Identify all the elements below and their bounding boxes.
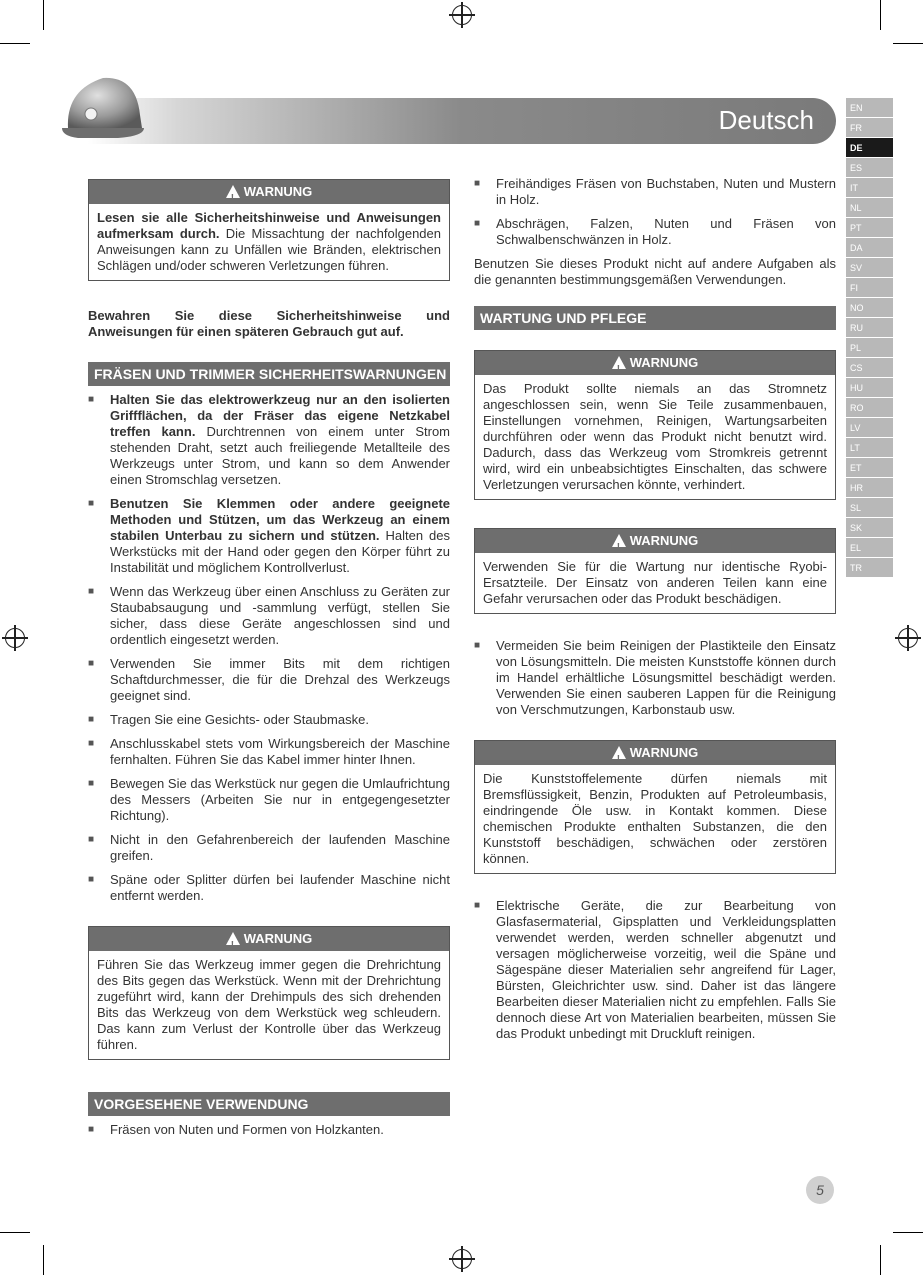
list-item: ■ Wenn das Werkzeug über einen Anschluss zu Geräten zur Staubabsaugung und -sammlung verfügt, stellen Sie sicher, dass diese Geräte angeschlossen sind und ordentlich eingesetzt werden. — [88, 584, 450, 648]
page-number: 5 — [806, 1176, 834, 1204]
language-tab-lv[interactable]: LV — [846, 418, 893, 438]
language-tab-en[interactable]: EN — [846, 98, 893, 118]
crop-mark — [43, 1245, 44, 1275]
list-item: ■ Tragen Sie eine Gesichts- oder Staubmaske. — [88, 712, 450, 728]
language-tab-pt[interactable]: PT — [846, 218, 893, 238]
crop-mark — [880, 1245, 881, 1275]
keep-instructions: Bewahren Sie diese Sicherheitshinweise und Anweisungen für einen späteren Gebrauch gut auf. — [88, 308, 450, 339]
language-tab-de[interactable]: DE — [846, 138, 893, 158]
language-tab-sv[interactable]: SV — [846, 258, 893, 278]
list-item: ■ Benutzen Sie Klemmen oder andere geeignete Methoden und Stützen, um das Werkzeug an einem stabilen Unterbau zu sichern und stützen. Halten des Werkstücks mit der Hand oder gegen den Körper führt zu Instabilität und möglichem Kontrollverlust. — [88, 496, 450, 576]
list-item: ■ Bewegen Sie das Werkstück nur gegen die Umlaufrichtung des Messers (Arbeiten Sie nur in entgegengesetzter Richtung). — [88, 776, 450, 824]
list-item: ■ Vermeiden Sie beim Reinigen der Plastikteile den Einsatz von Lösungsmitteln. Die meisten Kunststoffe können durch im Handel erhältliche Lösungsmittel beschädigt werden. Verwenden Sie einen sauberen Lappen für die Reinigung von Verschmutzungen, Karbonstaub usw. — [474, 638, 836, 718]
warning-header: ! WARNUNG — [475, 351, 835, 375]
maintenance-list — [474, 638, 836, 718]
language-tab-sl[interactable]: SL — [846, 498, 893, 518]
crop-mark — [893, 43, 923, 44]
maintenance-list — [474, 898, 836, 1042]
registration-mark-icon — [452, 5, 472, 25]
use-list — [474, 176, 836, 248]
list-item: ■ Freihändiges Fräsen von Buchstaben, Nuten und Mustern in Holz. — [474, 176, 836, 208]
warning-triangle-icon: ! — [226, 185, 240, 198]
language-tab-lt[interactable]: LT — [846, 438, 893, 458]
language-tab-sk[interactable]: SK — [846, 518, 893, 538]
warning-triangle-icon: ! — [612, 356, 626, 369]
warning-header: ! WARNUNG — [89, 927, 449, 951]
page-title: Deutsch — [718, 105, 814, 135]
language-tab-hu[interactable]: HU — [846, 378, 893, 398]
warning-header: ! WARNUNG — [89, 180, 449, 204]
safety-list — [88, 392, 450, 904]
list-item: ■ Verwenden Sie immer Bits mit dem richtigen Schaftdurchmesser, die für die Drehzal des Werkzeugs geeignet sind. — [88, 656, 450, 704]
header-bar — [88, 98, 836, 144]
warning-box: ! WARNUNG Die Kunststoffelemente dürfen niemals mit Bremsflüssigkeit, Benzin, Produkten auf Petroleumbasis, eindringende Öle usw. in Kontakt kommen. Diese chemischen Produkte enthalten Substanzen, die den Kunststoff beschädigen, schwächen oder zerstören können. — [474, 740, 836, 874]
section-header: WARTUNG UND PFLEGE — [474, 306, 836, 330]
language-tab-ro[interactable]: RO — [846, 398, 893, 418]
warning-box: ! WARNUNG Verwenden Sie für die Wartung nur identische Ryobi-Ersatzteile. Der Einsatz von anderen Teilen kann eine Gefahr verursachen oder das Produkt beschädigen. — [474, 528, 836, 614]
language-tab-hr[interactable]: HR — [846, 478, 893, 498]
language-tab-pl[interactable]: PL — [846, 338, 893, 358]
warning-box: ! WARNUNG Lesen sie alle Sicherheitshinweise und Anweisungen aufmerksam durch. Die Missachtung der nachfolgenden Anweisungen kann zu Unfällen wie Bränden, elektrischen Schlägen und/oder schweren Verletzungen führen. — [88, 179, 450, 281]
left-column — [88, 179, 450, 1146]
language-tab-cs[interactable]: CS — [846, 358, 893, 378]
list-item: ■ Abschrägen, Falzen, Nuten und Fräsen von Schwalbenschwänzen in Holz. — [474, 216, 836, 248]
list-item: ■ Nicht in den Gefahrenbereich der laufenden Maschine greifen. — [88, 832, 450, 864]
list-item: ■ Fräsen von Nuten und Formen von Holzkanten. — [88, 1122, 450, 1138]
use-note: Benutzen Sie dieses Produkt nicht auf andere Aufgaben als die genannten bestimmungsgemäßen Verwendungen. — [474, 256, 836, 287]
language-tab-tr[interactable]: TR — [846, 558, 893, 578]
list-item: ■ Anschlusskabel stets vom Wirkungsbereich der Maschine fernhalten. Führen Sie das Kabel immer hinter Ihnen. — [88, 736, 450, 768]
warning-triangle-icon: ! — [612, 534, 626, 547]
warning-triangle-icon: ! — [612, 746, 626, 759]
list-item: ■ Elektrische Geräte, die zur Bearbeitung von Glasfasermaterial, Gipsplatten und Verkleidungsplatten verwendet werden, werden schneller abgenutzt und versagen möglicherweise vorzeitig, weil die Späne und Sägespäne dieser Materialien sehr angreifend für Lager, Bürsten, Gleichrichter usw. sind. Daher ist das längere Bearbeiten dieser Materialien nicht zu empfehlen. Falls Sie dennoch diese Art von Materialien bearbeiten, müssen Sie das Produkt unbedingt mit Druckluft reinigen. — [474, 898, 836, 1042]
warning-header: ! WARNUNG — [475, 741, 835, 765]
section-header: VORGESEHENE VERWENDUNG — [88, 1092, 450, 1116]
registration-mark-icon — [898, 628, 918, 648]
language-tab-el[interactable]: EL — [846, 538, 893, 558]
registration-mark-icon — [5, 628, 25, 648]
language-tab-es[interactable]: ES — [846, 158, 893, 178]
list-item: ■ Halten Sie das elektrowerkzeug nur an den isolierten Griffflächen, da der Fräser das eigene Netzkabel treffen kann. Durchtrennen von einem unter Strom stehenden Draht, setzt auch freiliegende Metallteile des Werkzeugs unter Strom, und kann so dem Anwender einen Stromschlag versetzen. — [88, 392, 450, 488]
language-tabs — [846, 98, 893, 578]
use-list — [88, 1122, 450, 1138]
language-tab-nl[interactable]: NL — [846, 198, 893, 218]
warning-header: ! WARNUNG — [475, 529, 835, 553]
language-tab-fr[interactable]: FR — [846, 118, 893, 138]
crop-mark — [0, 43, 30, 44]
warning-box: ! WARNUNG Führen Sie das Werkzeug immer gegen die Drehrichtung des Bits gegen das Werkstück. Wenn mit der Drehrichtung zugeführt wird, kann der Drehimpuls des sich drehenden Bits das Werkzeug von dem Werkstück weg schleudern. Das kann zum Verlust der Kontrolle über das Werkzeug führen. — [88, 926, 450, 1060]
crop-mark — [880, 0, 881, 30]
warning-triangle-icon: ! — [226, 932, 240, 945]
section-header: FRÄSEN UND TRIMMER SICHERHEITSWARNUNGEN — [88, 362, 450, 386]
safety-helmet-icon — [58, 70, 148, 150]
right-column — [474, 176, 836, 1050]
crop-mark — [893, 1232, 923, 1233]
list-item: ■ Späne oder Splitter dürfen bei laufender Maschine nicht entfernt werden. — [88, 872, 450, 904]
warning-box: ! WARNUNG Das Produkt sollte niemals an das Stromnetz angeschlossen sein, wenn Sie Teile zusammenbauen, Einstellungen vornehmen, Reinigen, Wartungsarbeiten durchführen oder wenn das Produkt nicht benutzt wird. Dadurch, dass das Werkzeug vom Stromkreis getrennt wird, wird ein unbeabsichtigtes Einschalten, das schwere Verletzungen verursachen könnte, verhindert. — [474, 350, 836, 500]
language-tab-no[interactable]: NO — [846, 298, 893, 318]
crop-mark — [0, 1232, 30, 1233]
language-tab-ru[interactable]: RU — [846, 318, 893, 338]
registration-mark-icon — [452, 1249, 472, 1269]
crop-mark — [43, 0, 44, 30]
language-tab-da[interactable]: DA — [846, 238, 893, 258]
language-tab-et[interactable]: ET — [846, 458, 893, 478]
language-tab-it[interactable]: IT — [846, 178, 893, 198]
language-tab-fi[interactable]: FI — [846, 278, 893, 298]
